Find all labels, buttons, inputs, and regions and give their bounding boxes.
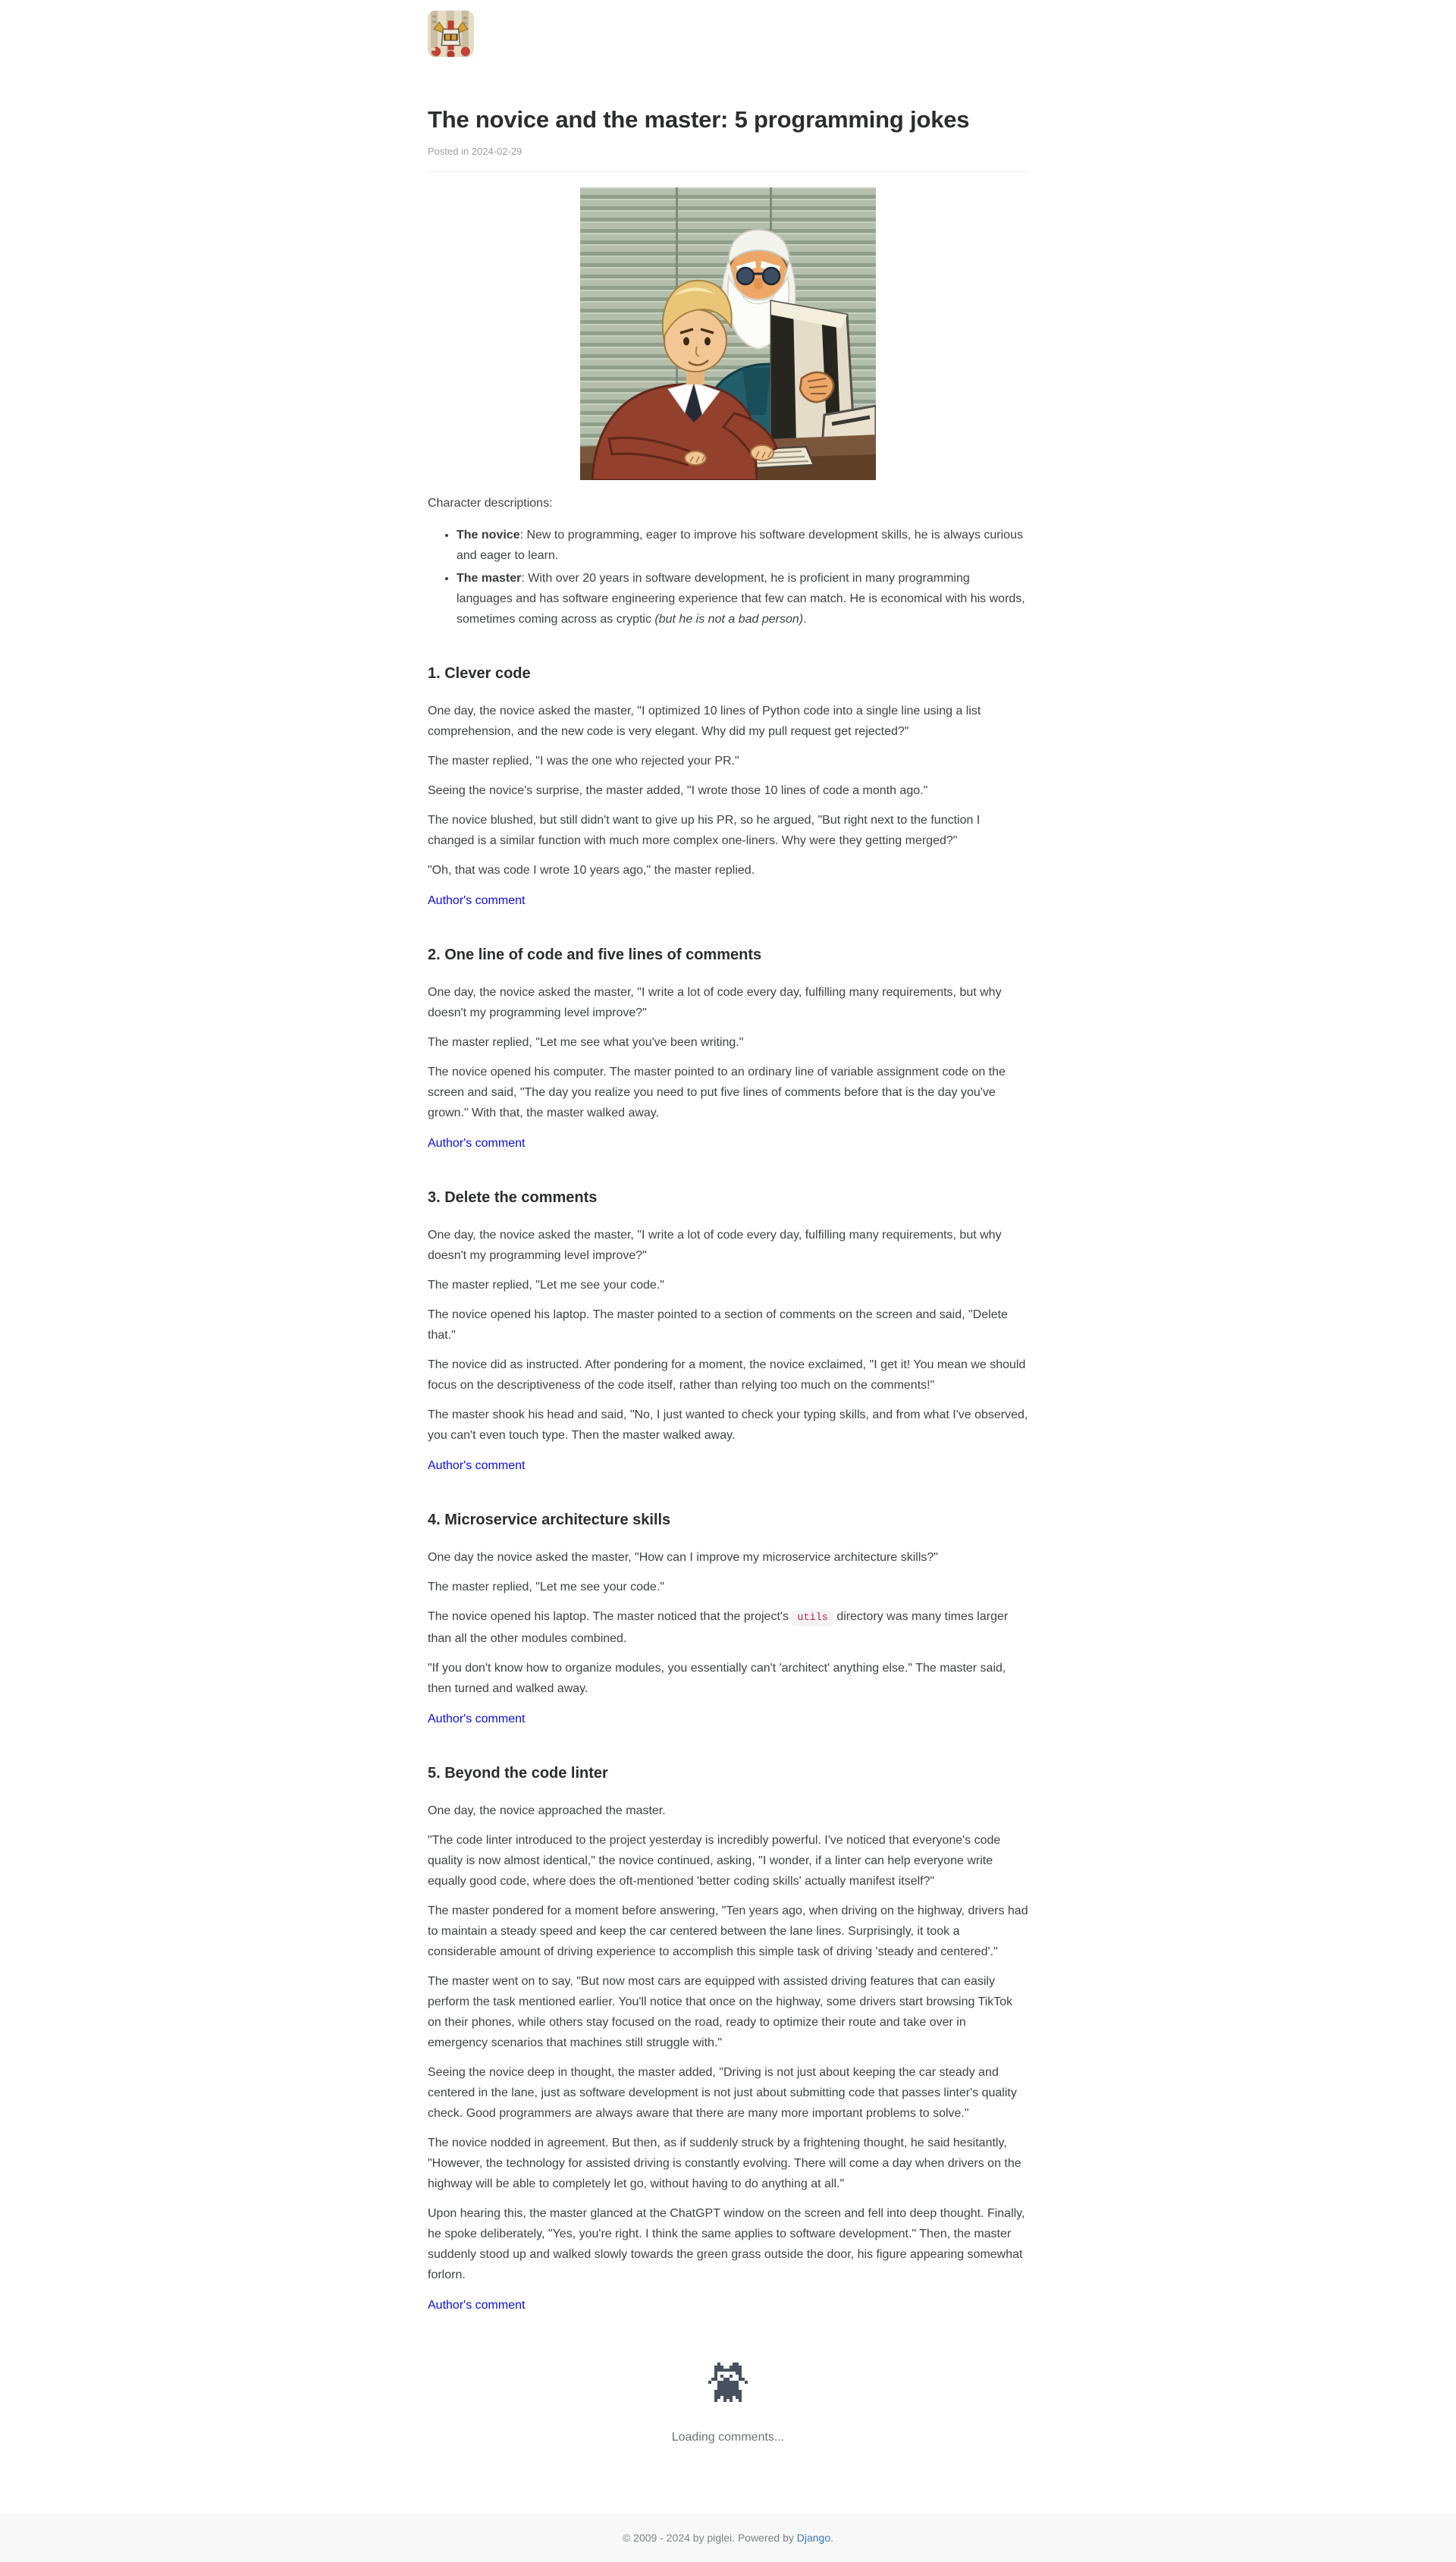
section-paragraph: The master replied, "I was the one who rejected your PR." (428, 755, 739, 768)
section-paragraph: Seeing the novice's surprise, the master added, "I wrote those 10 lines of code a month ago." (428, 784, 928, 797)
section-heading: 1. Clever code (428, 665, 531, 682)
section-paragraph: The master replied, "Let me see what you've been writing." (428, 1036, 744, 1049)
comment-link-row (428, 1455, 1028, 1476)
footer-copyright: © 2009 - 2024 by piglei. Powered by (622, 2532, 797, 2544)
character-item: • The novice: New to programming, eager to improve his software development skills, he is always curious and eager to learn. (457, 525, 1028, 566)
section-paragraph: "The code linter introduced to the project yesterday is incredibly powerful. I've noticed that everyone's code quality is now almost identical," the novice continued, asking, "I wonder, if a linter can help everyone write equally good code, where does the oft-mentioned 'better coding skills' actually manifest itself?" (428, 1834, 1001, 1888)
section-paragraph: One day the novice asked the master, "How can I improve my microservice architecture skills?" (428, 1551, 938, 1564)
comment-link-row (428, 1133, 1028, 1154)
post-article (428, 105, 1028, 2316)
section-paragraph: The novice did as instructed. After pondering for a moment, the novice exclaimed, "I get it! You mean we should focus on the descriptiveness of the code itself, rather than relying too much on the comments!" (428, 1358, 1026, 1392)
robot-logo-icon (428, 11, 474, 57)
section-paragraph: Seeing the novice deep in thought, the master added, "Driving is not just about keeping the car steady and centered in the lane, just as software development is not just about submitting code that passes linter's quality check. Good programmers are always aware that there are many more important problems to solve." (428, 2066, 1017, 2120)
section-heading: 2. One line of code and five lines of comments (428, 947, 762, 963)
joke-section (428, 1510, 1028, 1729)
character-list (428, 525, 1028, 630)
joke-section (428, 1763, 1028, 2316)
section-paragraph: The master replied, "Let me see your code." (428, 1581, 664, 1593)
comment-link-row (428, 1709, 1028, 1729)
post-title: The novice and the master: 5 programming jokes (428, 106, 970, 133)
author-comment-link[interactable]: Author's comment (428, 1459, 526, 1472)
author-comment-link[interactable]: Author's comment (428, 2299, 526, 2312)
section-paragraph: "Oh, that was code I wrote 10 years ago," the master replied. (428, 864, 755, 877)
section-paragraph: The master replied, "Let me see your code." (428, 1279, 664, 1292)
header-divider (428, 171, 1028, 172)
footer-period: . (830, 2532, 834, 2544)
inline-code: utils (792, 1610, 833, 1626)
section-paragraph: The master shook his head and said, "No, I just wanted to check your typing skills, and from what I've observed, you can't even touch type. Then the master walked away. (428, 1408, 1028, 1442)
author-comment-link[interactable]: Author's comment (428, 894, 526, 907)
section-paragraph: The novice opened his laptop. The master noticed that the project's utils directory was many times larger than all the other modules combined. (428, 1610, 1009, 1645)
section-heading: 4. Microservice architecture skills (428, 1512, 671, 1528)
character-descriptions-label: Character descriptions: (428, 497, 553, 510)
section-paragraph: The novice opened his computer. The master pointed to an ordinary line of variable assignment code on the screen and said, "The day you realize you need to put five lines of comments before that is the day you've grown." With that, the master walked away. (428, 1066, 1006, 1119)
comments-section (428, 2363, 1028, 2514)
section-paragraph: "If you don't know how to organize modules, you essentially can't 'architect' anything else." The master said, then turned and walked away. (428, 1662, 1006, 1695)
post-hero-image (580, 187, 876, 480)
section-paragraph: The novice blushed, but still didn't want to give up his PR, so he argued, "But right next to the function I changed is a similar function with much more complex one-liners. Why were they getting merged?" (428, 814, 981, 847)
section-paragraph: One day, the novice asked the master, "I write a lot of code every day, fulfilling many requirements, but why doesn't my programming level improve?" (428, 986, 1002, 1019)
section-heading: 5. Beyond the code linter (428, 1765, 608, 1782)
author-comment-link[interactable]: Author's comment (428, 1137, 526, 1150)
joke-section (428, 945, 1028, 1154)
character-item: • The master: With over 20 years in software development, he is proficient in many programming languages and has software engineering experience that few can match. He is economical with his words, sometimes coming across as cryptic (but he is not a bad person). (457, 568, 1028, 630)
site-logo[interactable] (428, 11, 474, 57)
django-link[interactable]: Django (796, 2532, 831, 2544)
section-paragraph: The novice opened his laptop. The master pointed to a section of comments on the screen and said, "Delete that." (428, 1308, 1008, 1342)
section-paragraph: One day, the novice asked the master, "I write a lot of code every day, fulfilling many requirements, but why doesn't my programming level improve?" (428, 1229, 1002, 1262)
site-footer (0, 2514, 1456, 2562)
section-paragraph: One day, the novice approached the master. (428, 1804, 666, 1817)
comments-loading-text: Loading comments... (671, 2431, 785, 2444)
comment-link-row (428, 890, 1028, 911)
post-sections (428, 664, 1028, 2316)
joke-section (428, 664, 1028, 911)
section-paragraph: The master went on to say, "But now most cars are equipped with assisted driving features that can easily perform the task mentioned earlier. You'll notice that once on the highway, some drivers start browsing TikTok on their phones, while others stay focused on the road, ready to optimize their route and take over in emergency scenarios that machines still struggle with." (428, 1975, 1013, 2049)
section-heading: 3. Delete the comments (428, 1189, 598, 1206)
section-paragraph: The novice nodded in agreement. But then, as if suddenly struck by a frightening thought, he said hesitantly, "However, the technology for assisted driving is constantly evolving. There will come a day when drivers on the highway will be able to completely let go, without having to do anything at all." (428, 2137, 1021, 2190)
section-paragraph: One day, the novice asked the master, "I optimized 10 lines of Python code into a single line using a list comprehension, and the new code is very elegant. Why did my pull request get rejected?" (428, 705, 981, 738)
author-comment-link[interactable]: Author's comment (428, 1713, 526, 1725)
section-paragraph: The master pondered for a moment before answering, "Ten years ago, when driving on the highway, drivers had to maintain a steady speed and keep the car centered between the lane lines. Surprisingly, it took a considerable amount of driving experience to accomplish this simple task of driving 'steady and centered'." (428, 1904, 1028, 1958)
comment-link-row (428, 2295, 1028, 2316)
cat-loading-icon (708, 2363, 748, 2405)
site-header (428, 0, 1028, 64)
hero-illustration (580, 187, 876, 480)
joke-section (428, 1188, 1028, 1476)
section-paragraph: Upon hearing this, the master glanced at the ChatGPT window on the screen and fell into deep thought. Finally, he spoke deliberately, "Yes, you're right. I think the same applies to software development." Then, the master suddenly stood up and walked slowly towards the green grass outside the door, his figure appearing somewhat forlorn. (428, 2207, 1025, 2281)
post-date: Posted in 2024-02-29 (428, 146, 522, 157)
